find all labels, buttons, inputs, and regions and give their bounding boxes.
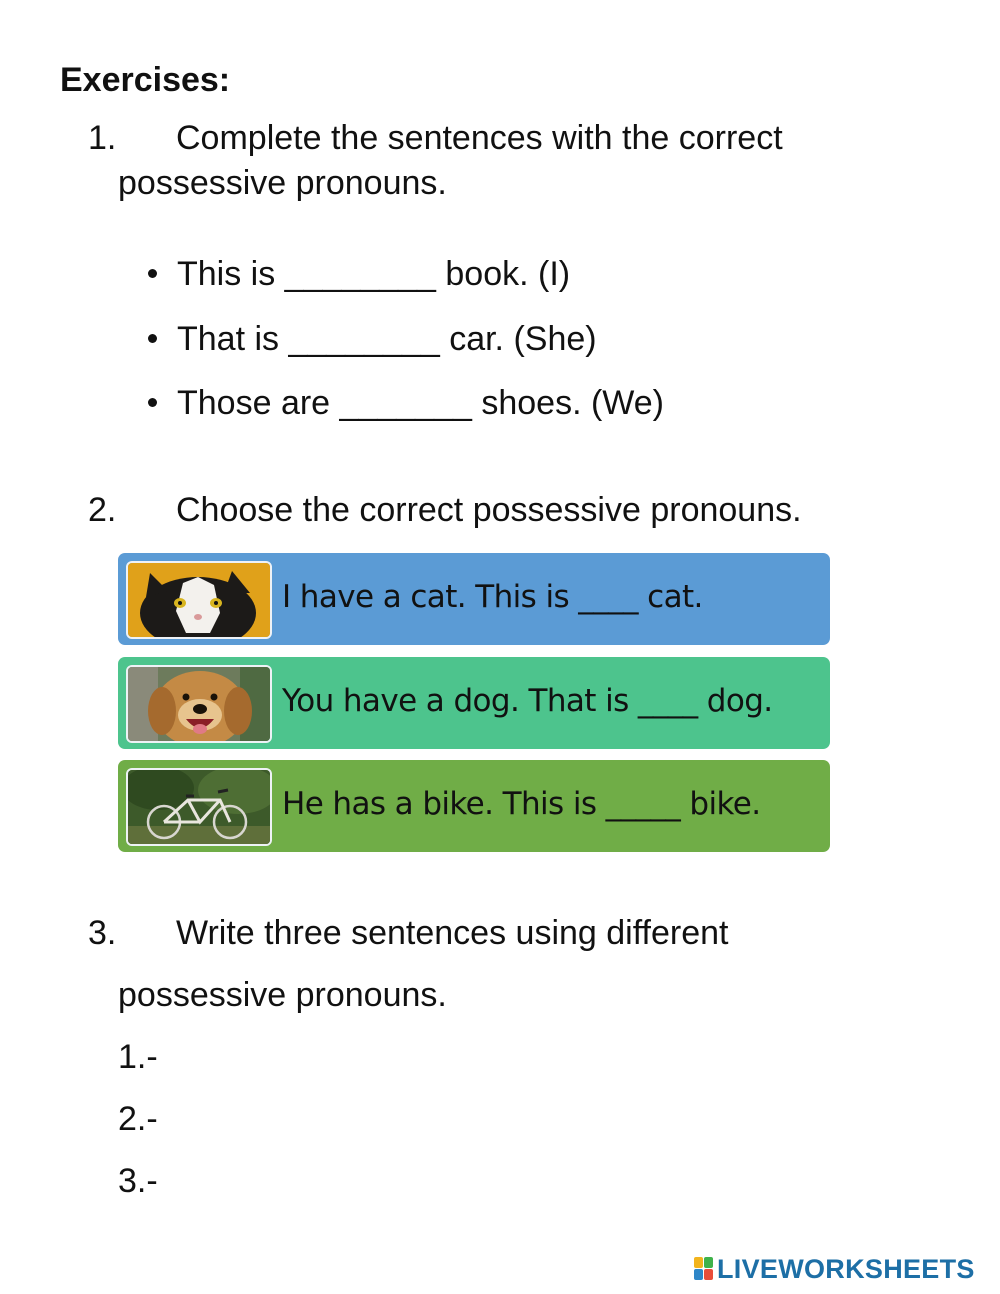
liveworksheets-logo xyxy=(694,1254,975,1284)
exercise-1-item-2: That is ________ car. (She) xyxy=(177,320,597,358)
bullet-icon xyxy=(148,334,162,348)
dog-card xyxy=(118,657,830,749)
exercises-heading: Exercises: xyxy=(60,61,231,99)
question-1-text-line2: possessive pronouns. xyxy=(118,164,447,202)
question-3-number: 3. xyxy=(88,914,117,952)
bullet-icon xyxy=(148,269,162,283)
question-3-text-line2: possessive pronouns. xyxy=(118,976,447,1014)
question-2-text: Choose the correct possessive pronouns. xyxy=(176,491,802,529)
question-3-text-line1: Write three sentences using different xyxy=(176,914,729,952)
question-1-number: 1. xyxy=(88,119,117,157)
cat-card xyxy=(118,553,830,645)
exercise-1-item-1: This is ________ book. (I) xyxy=(177,255,571,293)
answer-line-2: 2.- xyxy=(118,1100,158,1138)
exercise-1-item-3: Those are _______ shoes. (We) xyxy=(177,384,664,422)
answer-line-3: 3.- xyxy=(118,1162,158,1200)
dog-photo xyxy=(126,665,272,743)
logo-text: LIVEWORKSHEETS xyxy=(717,1254,975,1284)
cat-sentence: I have a cat. This is ____ cat. xyxy=(282,579,703,615)
question-1-text-line1: Complete the sentences with the correct xyxy=(176,119,783,157)
logo-icon xyxy=(694,1257,714,1281)
dog-sentence: You have a dog. That is ____ dog. xyxy=(282,683,773,719)
bike-photo xyxy=(126,768,272,846)
answer-line-1: 1.- xyxy=(118,1038,158,1076)
bullet-icon xyxy=(148,398,162,412)
bike-card xyxy=(118,760,830,852)
cat-photo xyxy=(126,561,272,639)
question-2-number: 2. xyxy=(88,491,117,529)
bike-sentence: He has a bike. This is _____ bike. xyxy=(282,786,761,822)
